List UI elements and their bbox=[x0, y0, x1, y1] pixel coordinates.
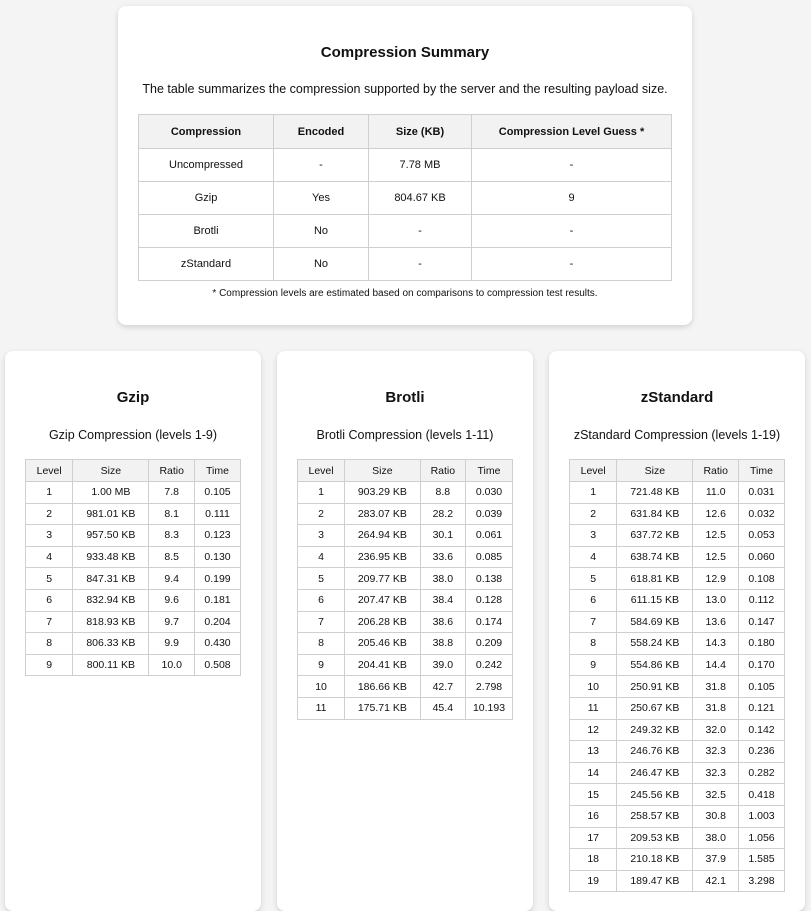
zstd-table-row bbox=[570, 503, 785, 525]
zstd-cell-ratio: 42.1 bbox=[693, 870, 739, 892]
gzip-cell-ratio: 10.0 bbox=[149, 654, 195, 676]
zstd-cell-level: 7 bbox=[570, 611, 617, 633]
brotli-cell-level: 4 bbox=[298, 546, 345, 568]
zstd-cell-size: 246.47 KB bbox=[617, 762, 693, 784]
zstd-cell-time: 0.180 bbox=[739, 633, 785, 655]
zstd-cell-ratio: 14.4 bbox=[693, 654, 739, 676]
gzip-cell-level: 5 bbox=[26, 568, 73, 590]
zstd-cell-time: 1.003 bbox=[739, 805, 785, 827]
gzip-cell-ratio: 8.5 bbox=[149, 546, 195, 568]
brotli-header-level: Level bbox=[298, 460, 345, 482]
summary-cell-encoded: Yes bbox=[274, 182, 369, 215]
gzip-cell-size: 818.93 KB bbox=[73, 611, 149, 633]
zstd-table-row bbox=[570, 762, 785, 784]
summary-table-row bbox=[139, 215, 672, 248]
gzip-table-row bbox=[26, 611, 241, 633]
gzip-cell-time: 0.199 bbox=[195, 568, 241, 590]
brotli-header-ratio: Ratio bbox=[420, 460, 465, 482]
zstd-cell-level: 18 bbox=[570, 849, 617, 871]
zstd-cell-level: 14 bbox=[570, 762, 617, 784]
zstd-cell-time: 0.170 bbox=[739, 654, 785, 676]
brotli-cell-size: 903.29 KB bbox=[345, 482, 421, 504]
zstandard-header-ratio: Ratio bbox=[693, 460, 739, 482]
zstd-table-row bbox=[570, 805, 785, 827]
brotli-cell-time: 0.128 bbox=[466, 589, 513, 611]
zstd-cell-ratio: 12.5 bbox=[693, 525, 739, 547]
brotli-header-time: Time bbox=[466, 460, 513, 482]
gzip-cell-level: 2 bbox=[26, 503, 73, 525]
brotli-cell-size: 186.66 KB bbox=[345, 676, 421, 698]
zstandard-card bbox=[549, 351, 805, 911]
zstd-cell-ratio: 11.0 bbox=[693, 482, 739, 504]
zstd-cell-level: 9 bbox=[570, 654, 617, 676]
zstd-cell-size: 638.74 KB bbox=[617, 546, 693, 568]
zstd-cell-level: 16 bbox=[570, 805, 617, 827]
zstd-cell-time: 0.108 bbox=[739, 568, 785, 590]
brotli-cell-level: 8 bbox=[298, 633, 345, 655]
zstd-cell-ratio: 12.5 bbox=[693, 546, 739, 568]
gzip-cell-ratio: 7.8 bbox=[149, 482, 195, 504]
gzip-header-time: Time bbox=[195, 460, 241, 482]
zstd-cell-time: 0.121 bbox=[739, 697, 785, 719]
brotli-cell-ratio: 38.0 bbox=[420, 568, 465, 590]
brotli-cell-size: 205.46 KB bbox=[345, 633, 421, 655]
gzip-cell-time: 0.508 bbox=[195, 654, 241, 676]
summary-header-row bbox=[139, 115, 672, 149]
gzip-cell-size: 1.00 MB bbox=[73, 482, 149, 504]
gzip-table-row bbox=[26, 525, 241, 547]
gzip-cell-level: 6 bbox=[26, 589, 73, 611]
gzip-table-row bbox=[26, 482, 241, 504]
brotli-table-row bbox=[298, 611, 513, 633]
zstd-table-row bbox=[570, 546, 785, 568]
brotli-cell-size: 283.07 KB bbox=[345, 503, 421, 525]
summary-header-encoded: Encoded bbox=[274, 115, 369, 149]
zstd-cell-size: 245.56 KB bbox=[617, 784, 693, 806]
zstd-cell-ratio: 13.6 bbox=[693, 611, 739, 633]
brotli-cell-ratio: 8.8 bbox=[420, 482, 465, 504]
summary-table-row bbox=[139, 248, 672, 281]
brotli-table-row bbox=[298, 633, 513, 655]
gzip-cell-time: 0.181 bbox=[195, 589, 241, 611]
summary-cell-compression: Uncompressed bbox=[139, 149, 274, 182]
gzip-table-row bbox=[26, 503, 241, 525]
brotli-table-row bbox=[298, 654, 513, 676]
gzip-cell-ratio: 9.6 bbox=[149, 589, 195, 611]
gzip-cell-ratio: 9.4 bbox=[149, 568, 195, 590]
zstd-cell-ratio: 13.0 bbox=[693, 589, 739, 611]
gzip-cell-size: 957.50 KB bbox=[73, 525, 149, 547]
zstd-cell-level: 1 bbox=[570, 482, 617, 504]
summary-cell-encoded: No bbox=[274, 248, 369, 281]
zstd-cell-time: 0.060 bbox=[739, 546, 785, 568]
summary-cell-compression: zStandard bbox=[139, 248, 274, 281]
zstd-cell-size: 249.32 KB bbox=[617, 719, 693, 741]
brotli-cell-level: 6 bbox=[298, 589, 345, 611]
zstd-cell-ratio: 32.3 bbox=[693, 762, 739, 784]
gzip-cell-level: 8 bbox=[26, 633, 73, 655]
zstd-cell-time: 0.032 bbox=[739, 503, 785, 525]
compression-summary-card bbox=[118, 6, 692, 325]
zstd-cell-time: 1.056 bbox=[739, 827, 785, 849]
brotli-cell-size: 209.77 KB bbox=[345, 568, 421, 590]
zstd-cell-time: 0.418 bbox=[739, 784, 785, 806]
brotli-table-row bbox=[298, 589, 513, 611]
gzip-header-level: Level bbox=[26, 460, 73, 482]
gzip-cell-size: 933.48 KB bbox=[73, 546, 149, 568]
zstd-cell-ratio: 31.8 bbox=[693, 676, 739, 698]
gzip-cell-ratio: 8.1 bbox=[149, 503, 195, 525]
brotli-cell-time: 2.798 bbox=[466, 676, 513, 698]
brotli-cell-time: 0.030 bbox=[466, 482, 513, 504]
brotli-table-row bbox=[298, 525, 513, 547]
zstd-cell-ratio: 14.3 bbox=[693, 633, 739, 655]
brotli-cell-level: 3 bbox=[298, 525, 345, 547]
zstd-cell-ratio: 12.9 bbox=[693, 568, 739, 590]
brotli-cell-time: 0.138 bbox=[466, 568, 513, 590]
zstd-table-row bbox=[570, 870, 785, 892]
zstd-cell-size: 721.48 KB bbox=[617, 482, 693, 504]
brotli-cell-size: 264.94 KB bbox=[345, 525, 421, 547]
zstd-cell-time: 1.585 bbox=[739, 849, 785, 871]
zstd-cell-level: 6 bbox=[570, 589, 617, 611]
zstd-cell-time: 0.147 bbox=[739, 611, 785, 633]
gzip-cell-level: 9 bbox=[26, 654, 73, 676]
zstd-table-row bbox=[570, 676, 785, 698]
gzip-table-row bbox=[26, 633, 241, 655]
summary-cell-level-guess: - bbox=[472, 248, 672, 281]
zstandard-title: zStandard bbox=[640, 389, 714, 406]
zstandard-header-level: Level bbox=[570, 460, 617, 482]
gzip-table-row bbox=[26, 568, 241, 590]
brotli-header-row bbox=[298, 460, 513, 482]
gzip-cell-size: 981.01 KB bbox=[73, 503, 149, 525]
zstd-table-row bbox=[570, 654, 785, 676]
zstd-table-row bbox=[570, 849, 785, 871]
brotli-cell-time: 0.209 bbox=[466, 633, 513, 655]
summary-header-compression: Compression bbox=[139, 115, 274, 149]
zstd-cell-time: 0.112 bbox=[739, 589, 785, 611]
zstd-cell-ratio: 32.3 bbox=[693, 741, 739, 763]
zstd-cell-time: 0.053 bbox=[739, 525, 785, 547]
summary-cell-encoded: No bbox=[274, 215, 369, 248]
gzip-cell-ratio: 9.9 bbox=[149, 633, 195, 655]
brotli-table-row bbox=[298, 482, 513, 504]
gzip-cell-time: 0.130 bbox=[195, 546, 241, 568]
brotli-title: Brotli bbox=[385, 389, 425, 406]
gzip-table-row bbox=[26, 546, 241, 568]
summary-cell-level-guess: - bbox=[472, 215, 672, 248]
gzip-cell-ratio: 8.3 bbox=[149, 525, 195, 547]
brotli-cell-size: 236.95 KB bbox=[345, 546, 421, 568]
brotli-header-size: Size bbox=[345, 460, 421, 482]
brotli-cell-time: 0.085 bbox=[466, 546, 513, 568]
brotli-cell-time: 0.061 bbox=[466, 525, 513, 547]
zstd-cell-ratio: 32.0 bbox=[693, 719, 739, 741]
zstd-cell-time: 0.105 bbox=[739, 676, 785, 698]
zstd-cell-level: 19 bbox=[570, 870, 617, 892]
zstd-cell-size: 637.72 KB bbox=[617, 525, 693, 547]
summary-description: The table summarizes the compression supported by the server and the resulting payload size. bbox=[142, 82, 668, 96]
gzip-cell-ratio: 9.7 bbox=[149, 611, 195, 633]
summary-cell-encoded: - bbox=[274, 149, 369, 182]
zstd-cell-size: 250.91 KB bbox=[617, 676, 693, 698]
brotli-table-row bbox=[298, 503, 513, 525]
brotli-table-row bbox=[298, 697, 513, 719]
gzip-table-row bbox=[26, 654, 241, 676]
brotli-cell-size: 206.28 KB bbox=[345, 611, 421, 633]
brotli-cell-level: 2 bbox=[298, 503, 345, 525]
zstd-cell-level: 15 bbox=[570, 784, 617, 806]
zstd-cell-time: 3.298 bbox=[739, 870, 785, 892]
summary-cell-compression: Brotli bbox=[139, 215, 274, 248]
gzip-cell-level: 3 bbox=[26, 525, 73, 547]
zstd-cell-ratio: 12.6 bbox=[693, 503, 739, 525]
zstd-cell-size: 558.24 KB bbox=[617, 633, 693, 655]
zstd-table-row bbox=[570, 719, 785, 741]
brotli-cell-ratio: 42.7 bbox=[420, 676, 465, 698]
summary-cell-size: - bbox=[369, 215, 472, 248]
brotli-cell-time: 0.039 bbox=[466, 503, 513, 525]
gzip-cell-size: 806.33 KB bbox=[73, 633, 149, 655]
zstd-table-row bbox=[570, 589, 785, 611]
zstd-cell-ratio: 32.5 bbox=[693, 784, 739, 806]
zstd-table-row bbox=[570, 784, 785, 806]
brotli-cell-level: 11 bbox=[298, 697, 345, 719]
summary-cell-size: - bbox=[369, 248, 472, 281]
gzip-header-size: Size bbox=[73, 460, 149, 482]
brotli-table-row bbox=[298, 546, 513, 568]
gzip-title: Gzip bbox=[116, 389, 150, 406]
zstd-table-row bbox=[570, 525, 785, 547]
zstandard-table-body bbox=[570, 482, 785, 892]
zstd-cell-size: 209.53 KB bbox=[617, 827, 693, 849]
brotli-subtitle: Brotli Compression (levels 1-11) bbox=[316, 428, 494, 442]
brotli-cell-size: 207.47 KB bbox=[345, 589, 421, 611]
zstandard-header-time: Time bbox=[739, 460, 785, 482]
brotli-cell-level: 9 bbox=[298, 654, 345, 676]
summary-title: Compression Summary bbox=[320, 44, 490, 61]
zstd-table-row bbox=[570, 611, 785, 633]
zstandard-header-size: Size bbox=[617, 460, 693, 482]
zstd-cell-size: 246.76 KB bbox=[617, 741, 693, 763]
brotli-cell-level: 5 bbox=[298, 568, 345, 590]
summary-footnote: * Compression levels are estimated based on comparisons to compression test results. bbox=[212, 288, 598, 299]
zstd-cell-level: 8 bbox=[570, 633, 617, 655]
zstd-cell-level: 2 bbox=[570, 503, 617, 525]
brotli-cell-size: 204.41 KB bbox=[345, 654, 421, 676]
brotli-cell-ratio: 38.4 bbox=[420, 589, 465, 611]
zstandard-table bbox=[569, 459, 785, 892]
zstd-cell-level: 4 bbox=[570, 546, 617, 568]
zstd-cell-level: 12 bbox=[570, 719, 617, 741]
brotli-table bbox=[297, 459, 513, 720]
brotli-cell-ratio: 39.0 bbox=[420, 654, 465, 676]
gzip-table-row bbox=[26, 589, 241, 611]
zstd-cell-level: 5 bbox=[570, 568, 617, 590]
gzip-table-body bbox=[26, 482, 241, 676]
brotli-cell-ratio: 45.4 bbox=[420, 697, 465, 719]
zstd-cell-level: 10 bbox=[570, 676, 617, 698]
zstd-cell-size: 611.15 KB bbox=[617, 589, 693, 611]
gzip-cell-time: 0.123 bbox=[195, 525, 241, 547]
brotli-cell-ratio: 33.6 bbox=[420, 546, 465, 568]
zstd-cell-level: 3 bbox=[570, 525, 617, 547]
gzip-cell-time: 0.111 bbox=[195, 503, 241, 525]
gzip-subtitle: Gzip Compression (levels 1-9) bbox=[48, 428, 218, 442]
brotli-table-row bbox=[298, 568, 513, 590]
summary-table bbox=[138, 114, 672, 281]
brotli-cell-time: 0.242 bbox=[466, 654, 513, 676]
brotli-cell-ratio: 30.1 bbox=[420, 525, 465, 547]
gzip-cell-size: 800.11 KB bbox=[73, 654, 149, 676]
summary-header-size: Size (KB) bbox=[369, 115, 472, 149]
zstd-table-row bbox=[570, 697, 785, 719]
zstd-cell-size: 250.67 KB bbox=[617, 697, 693, 719]
zstd-cell-size: 584.69 KB bbox=[617, 611, 693, 633]
zstd-cell-time: 0.282 bbox=[739, 762, 785, 784]
zstd-cell-size: 258.57 KB bbox=[617, 805, 693, 827]
gzip-cell-level: 7 bbox=[26, 611, 73, 633]
zstd-table-row bbox=[570, 482, 785, 504]
zstandard-subtitle: zStandard Compression (levels 1-19) bbox=[573, 428, 781, 442]
zstd-cell-ratio: 31.8 bbox=[693, 697, 739, 719]
brotli-card bbox=[277, 351, 533, 911]
summary-table-row bbox=[139, 149, 672, 182]
zstd-table-row bbox=[570, 741, 785, 763]
summary-cell-size: 804.67 KB bbox=[369, 182, 472, 215]
zstd-cell-ratio: 30.8 bbox=[693, 805, 739, 827]
brotli-cell-time: 10.193 bbox=[466, 697, 513, 719]
summary-table-row bbox=[139, 182, 672, 215]
zstd-table-row bbox=[570, 568, 785, 590]
zstd-table-row bbox=[570, 633, 785, 655]
gzip-cell-time: 0.105 bbox=[195, 482, 241, 504]
summary-cell-compression: Gzip bbox=[139, 182, 274, 215]
gzip-cell-size: 832.94 KB bbox=[73, 589, 149, 611]
gzip-cell-size: 847.31 KB bbox=[73, 568, 149, 590]
brotli-cell-ratio: 28.2 bbox=[420, 503, 465, 525]
zstd-cell-size: 631.84 KB bbox=[617, 503, 693, 525]
brotli-cell-time: 0.174 bbox=[466, 611, 513, 633]
gzip-header-ratio: Ratio bbox=[149, 460, 195, 482]
summary-cell-size: 7.78 MB bbox=[369, 149, 472, 182]
zstd-cell-ratio: 37.9 bbox=[693, 849, 739, 871]
zstd-cell-size: 618.81 KB bbox=[617, 568, 693, 590]
zstd-cell-ratio: 38.0 bbox=[693, 827, 739, 849]
zstd-cell-time: 0.142 bbox=[739, 719, 785, 741]
gzip-table bbox=[25, 459, 241, 676]
gzip-header-row bbox=[26, 460, 241, 482]
brotli-cell-level: 7 bbox=[298, 611, 345, 633]
gzip-cell-time: 0.204 bbox=[195, 611, 241, 633]
gzip-cell-level: 1 bbox=[26, 482, 73, 504]
brotli-cell-level: 1 bbox=[298, 482, 345, 504]
summary-header-level-guess: Compression Level Guess * bbox=[472, 115, 672, 149]
zstd-cell-level: 11 bbox=[570, 697, 617, 719]
gzip-card bbox=[5, 351, 261, 911]
zstandard-header-row bbox=[570, 460, 785, 482]
zstd-cell-size: 189.47 KB bbox=[617, 870, 693, 892]
zstd-cell-level: 17 bbox=[570, 827, 617, 849]
gzip-cell-level: 4 bbox=[26, 546, 73, 568]
brotli-cell-ratio: 38.6 bbox=[420, 611, 465, 633]
brotli-cell-size: 175.71 KB bbox=[345, 697, 421, 719]
zstd-cell-time: 0.031 bbox=[739, 482, 785, 504]
zstd-cell-size: 210.18 KB bbox=[617, 849, 693, 871]
zstd-cell-time: 0.236 bbox=[739, 741, 785, 763]
brotli-cell-ratio: 38.8 bbox=[420, 633, 465, 655]
gzip-cell-time: 0.430 bbox=[195, 633, 241, 655]
zstd-cell-level: 13 bbox=[570, 741, 617, 763]
summary-cell-level-guess: 9 bbox=[472, 182, 672, 215]
zstd-cell-size: 554.86 KB bbox=[617, 654, 693, 676]
brotli-table-row bbox=[298, 676, 513, 698]
summary-table-body bbox=[139, 149, 672, 281]
zstd-table-row bbox=[570, 827, 785, 849]
summary-cell-level-guess: - bbox=[472, 149, 672, 182]
brotli-table-body bbox=[298, 482, 513, 720]
brotli-cell-level: 10 bbox=[298, 676, 345, 698]
